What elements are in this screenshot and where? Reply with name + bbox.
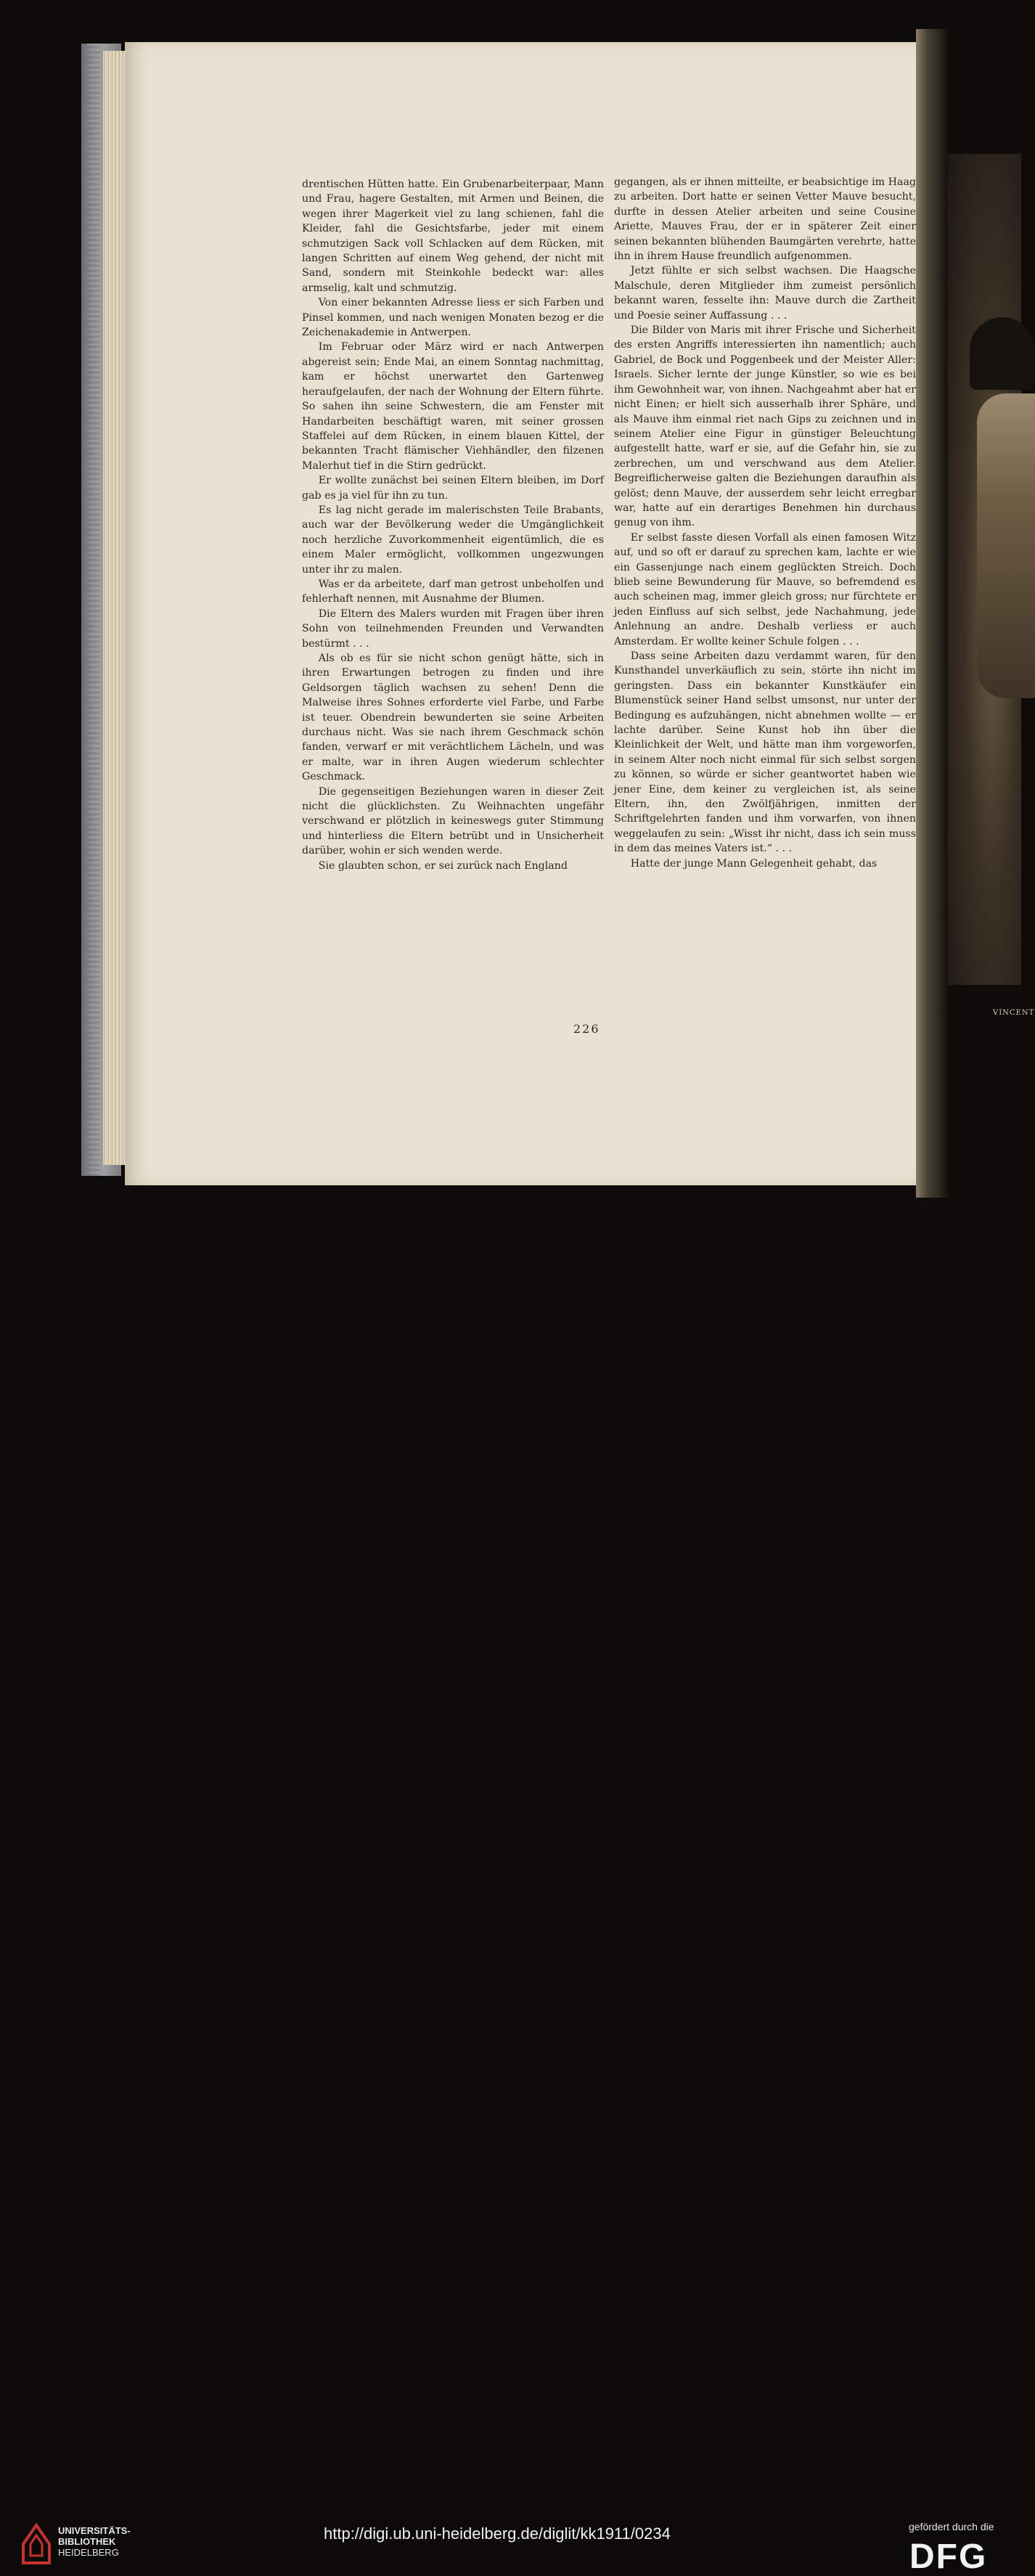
paragraph: Was er da arbeitete, darf man getrost unbeholfen und fehlerhaft nennen, mit Ausnahme der Blumen. [302, 578, 604, 605]
left-text-column [302, 177, 604, 873]
library-logo-icon [20, 2522, 52, 2564]
footer-bar [0, 1255, 1021, 2576]
portrait-hat [970, 317, 1035, 390]
book-gutter [916, 29, 948, 1198]
funded-by-label: gefördert durch die [909, 2521, 994, 2532]
paragraph: gegangen, als er ihnen mitteilte, er beabsichtige im Haag zu arbeiten. Dort hatte er seinen Vetter Mauve besucht, durfte in dessen Atelier arbeiten und seine Cousine Ariette, Mauves Frau, der er in späterer Zeit einer seinen bekannten blühenden Baumgärten verehrte, hatte ihn in ihrem Hause freundlich aufgenommen. [614, 176, 916, 263]
dfg-logo: DFG [909, 2538, 988, 2576]
paragraph: Als ob es für sie nicht schon genügt hätte, sich in ihren Erwartungen betrogen zu finden und ihre Geldsorgen täglich wachsen zu sehen! Denn die Malweise ihres Sohnes erforderte viel Farbe, und Farbe ist teuer. Obendrein bewunderten sie seine Arbeiten durchaus nicht. Was sie nach ihrem Geschmack schön fanden, verwarf er mit verächtlichem Lächeln, und was er malte, war in ihren Augen wiederum schlechter Geschmack. [302, 653, 604, 783]
paragraph: Es lag nicht gerade im malerischsten Teile Brabants, auch war der Bevölkerung weder die Umgänglichkeit noch herzliche Zuvorkommenheit eigentümlich, die es einem Maler ermöglicht, vollkommen ungezwungen unter ihr zu malen. [302, 504, 604, 576]
paragraph: Hatte der junge Mann Gelegenheit gehabt, das [630, 857, 878, 870]
paragraph: Er wollte zunächst bei seinen Eltern bleiben, im Dorf gab es ja viel für ihn zu tun. [302, 475, 604, 502]
page-edges [103, 51, 128, 1165]
paragraph: drentischen Hütten hatte. Ein Grubenarbeiterpaar, Mann und Frau, hagere Gestalten, mit Armen und Beinen, die wegen ihrer Magerkeit viel zu lang schienen, fahl die Kleider, fahl die Gesichtsfarbe, jeder mit einem schmutzigen Sack voll Schlacken auf dem Rücken, mit langen Schritten auf einem Weg gehend, der nicht mit Sand, sondern mit Steinkohle bedeckt war: alles armselig, kalt und schmutzig. [302, 179, 604, 294]
institution-name [58, 2525, 131, 2558]
permalink-url[interactable]: http://digi.ub.uni-heidelberg.de/diglit/kk1911/0234 [324, 2524, 671, 2543]
paragraph: Dass seine Arbeiten dazu verdammt waren, für den Kunsthandel unverkäuflich zu sein, störte ihn nicht im geringsten. Dass ein bekannter Kunstkäufer ein Blumenstück seiner Hand selbst umsonst, nur unter der Bedingung es aufzuhängen, nicht abnehmen wollte — er lachte darüber. Seine Kunst hob ihn über die Kleinlichkeit der Welt, und hätte man ihm vorgeworfen, in seinem Alter noch nicht einmal für sich selbst sorgen zu können, so würde er sicher geantwortet haben wie jener Eine, dem keiner zu vergleichen ist, als seine Eltern, ihn, den Zwölfjährigen, inmitten der Schriftgelehrten fanden und ihm vorwarfen, von ihnen weggelaufen zu sein: „Wisst ihr nicht, dass ich sein muss in dem das meines Vaters ist.“ . . . [614, 650, 916, 855]
paragraph: Jetzt fühlte er sich selbst wachsen. Die Haagsche Malschule, deren Mitglieder ihm zumeist persönlich bekannt waren, fesselte ihn: Mauve durch die Zartheit und Poesie seiner Auffassung . . . [614, 265, 916, 322]
institution-line: BIBLIOTHEK [58, 2536, 116, 2547]
portrait-face [977, 393, 1035, 698]
paragraph: Von einer bekannten Adresse liess er sich Farben und Pinsel kommen, und nach wenigen Monaten bezog er die Zeichenakademie in Antwerpen. [302, 297, 604, 339]
paragraph: Die Eltern des Malers wurden mit Fragen über ihren Sohn von teilnehmenden Freunden und Verwandten bestürmt . . . [302, 608, 604, 650]
institution-line: UNIVERSITÄTS- [58, 2525, 131, 2536]
plate-caption: VINCENT [993, 1009, 1035, 1017]
portrait-plate-image [948, 154, 1021, 985]
right-text-column [614, 175, 916, 871]
page-number: 226 [573, 1022, 600, 1036]
paragraph: Im Februar oder März wird er nach Antwerpen abgereist sein; Ende Mai, an einem Sonntag nachmittag, kam er höchst unerwartet den Gartenweg heraufgelaufen, der nach der Wohnung der Eltern führte. So sahen ihn seine Schwestern, die am Fenster mit Handarbeiten beschäftigt waren, mit seiner grossen Staffelei auf dem Rücken, in einem blauen Kittel, der bekannten Tracht flämischer Viehhändler, den filzenen Malerhut tief in die Stirn gedrückt. [302, 341, 604, 472]
institution-line: HEIDELBERG [58, 2547, 119, 2558]
paragraph: Er selbst fasste diesen Vorfall als einen famosen Witz auf, und so oft er darauf zu sprechen kam, lachte er wie ein Gassenjunge nach einem geglückten Streich. Doch blieb seine Bewunderung für Mauve, so befremdend es auch scheinen mag, immer gleich gross; nur fürchtete er jeden Einfluss auf sich selbst, jede Nachahmung, jede Anlehnung an andre. Deshalb verliess er auch Amsterdam. Er wollte keiner Schule folgen . . . [614, 531, 916, 647]
paragraph: Die gegenseitigen Beziehungen waren in dieser Zeit nicht die glücklichsten. Zu Weihnachten ungefähr verschwand er plötzlich in keineswegs guter Stimmung und hinterliess die Eltern betrübt und in Unsicherheit darüber, wohin er sich wenden werde. [302, 785, 604, 857]
book-scan [0, 0, 1035, 1255]
paragraph: Die Bilder von Maris mit ihrer Frische und Sicherheit des ersten Angriffs interessierten ihn namentlich; auch Gabriel, de Bock und Poggenbeek und der Meister Aller: Israels. Sicher lernte der junge Künstler, so wie es bei ihm Gewohnheit war, von ihnen. Nachgeahmt aber hat er nicht Einen; er hielt sich ausserhalb ihrer Sphäre, und als Mauve ihm einmal riet nach Gips zu zeichnen und in seinem Atelier eine Figur in günstiger Beleuchtung aufgestellt hatte, warf er sie, auf die Gefahr hin, sie zu zerbrechen, um und verschwand aus dem Atelier. Begreiflicherweise galten die Beziehungen daraufhin als gelöst; denn Mauve, der ausserdem sehr leicht erregbar war, hatte auf ein derartiges Benehmen hin durchaus genug von ihm. [614, 324, 916, 529]
paragraph: Sie glaubten schon, er sei zurück nach England [318, 859, 568, 872]
